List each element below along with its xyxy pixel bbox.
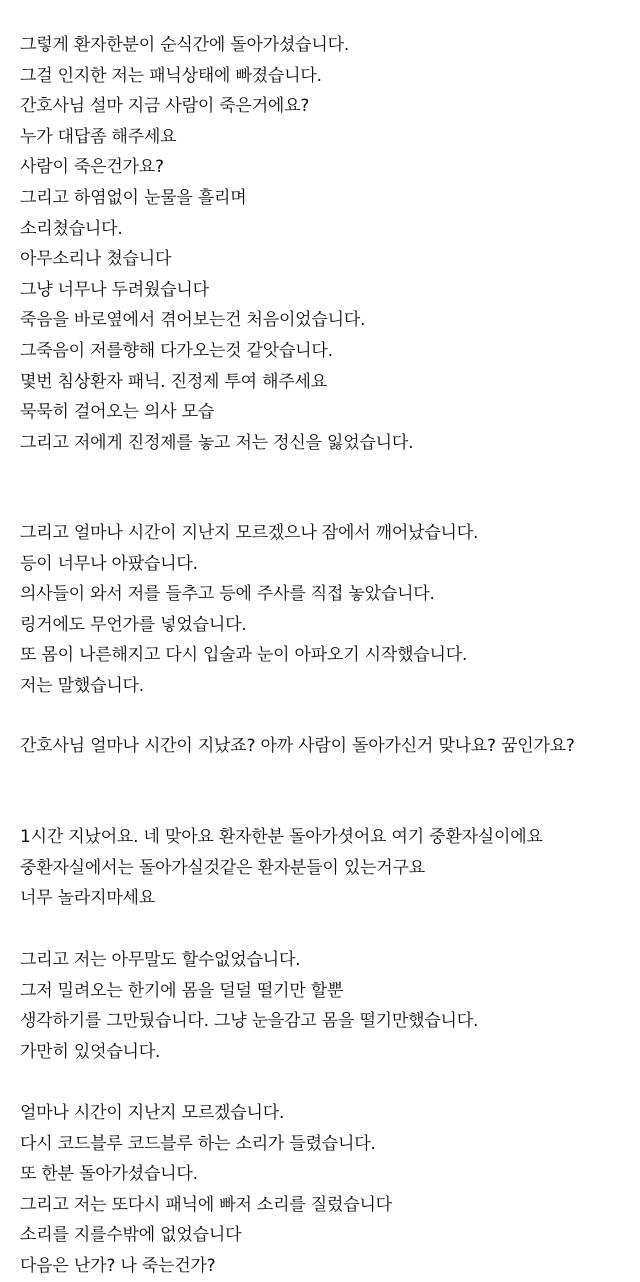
text-line: 아무소리나 쳤습니다: [20, 249, 172, 270]
paragraph-3: [20, 731, 626, 762]
text-line: 그리고 저는 아무말도 할수없었습니다.: [20, 950, 301, 970]
text-line: 간호사님 얼마나 시간이 지났죠? 아까 사람이 돌아가신거 맞나요? 꿈인가요?: [20, 736, 575, 756]
paragraph-4: [20, 822, 626, 914]
text-line: 그리고 하염없이 눈물을 흘리며: [20, 187, 247, 208]
text-line: 중환자실에서는 돌아가실것같은 환자분들이 있는거구요: [20, 857, 425, 878]
text-line: 묵묵히 걸어오는 의사 모습: [20, 402, 215, 423]
text-line: 또 몸이 나른해지고 다시 입술과 눈이 아파오기 시작했습니다.: [20, 645, 468, 666]
text-line: 링거에도 무언가를 넣었습니다.: [20, 614, 247, 635]
text-line: 그걸 인지한 저는 패닉상태에 빠졌습니다.: [20, 65, 322, 86]
text-line: 등이 너무나 아팠습니다.: [20, 553, 198, 574]
text-line: 죽음을 바로옆에서 겪어보는건 처음이었습니다.: [20, 310, 366, 331]
text-line: 그죽음이 저를향해 다가오는것 같앗습니다.: [20, 340, 333, 361]
text-line: 생각하기를 그만뒀습니다. 그냥 눈을감고 몸을 떨기만했습니다.: [20, 1011, 479, 1032]
text-line: 그리고 얼마나 시간이 지난지 모르겠으나 잠에서 깨어났습니다.: [20, 523, 479, 543]
text-line: 다시 코드블루 코드블루 하는 소리가 들렸습니다.: [20, 1133, 376, 1154]
paragraph-1: [20, 30, 626, 458]
text-line: 가만히 있엇습니다.: [20, 1041, 161, 1062]
paragraph-5: [20, 945, 626, 1067]
text-line: 의사들이 와서 저를 들추고 등에 주사를 직접 놓았습니다.: [20, 584, 435, 605]
text-line: 너무 놀라지마세요: [20, 888, 155, 909]
text-line: 그렇게 환자한분이 순식간에 돌아가셨습니다.: [20, 35, 350, 55]
text-line: 1시간 지났어요. 네 맞아요 환자한분 돌아가셧어요 여기 중환자실이에요: [20, 827, 543, 847]
text-line: 그리고 저에게 진정제를 놓고 저는 정신을 잃었습니다.: [20, 432, 414, 453]
text-line: 그리고 저는 또다시 패닉에 빠저 소리를 질렀습니다: [20, 1194, 392, 1215]
paragraph-2: [20, 518, 626, 702]
text-line: 누가 대답좀 해주세요: [20, 126, 177, 147]
text-line: 간호사님 설마 지금 사람이 죽은거에요?: [20, 96, 310, 117]
text-line: 그저 밀려오는 한기에 몸을 덜덜 떨기만 할뿐: [20, 980, 344, 1001]
text-line: 소리를 지를수밖에 없었습니다: [20, 1225, 242, 1246]
text-line: 사람이 죽은건가요?: [20, 157, 164, 178]
text-line: 얼마나 시간이 지난지 모르겠습니다.: [20, 1103, 285, 1123]
paragraph-6: [20, 1098, 626, 1282]
text-line: 또 한분 돌아가셨습니다.: [20, 1164, 198, 1185]
text-line: 몇번 침상환자 패닉. 진정제 투여 해주세요: [20, 371, 327, 392]
text-line: 다음은 난가? 나 죽는건가?: [20, 1255, 216, 1276]
text-line: 그냥 너무나 두려웠습니다: [20, 279, 209, 300]
text-line: 소리쳤습니다.: [20, 218, 123, 239]
text-line: 저는 말했습니다.: [20, 675, 144, 696]
